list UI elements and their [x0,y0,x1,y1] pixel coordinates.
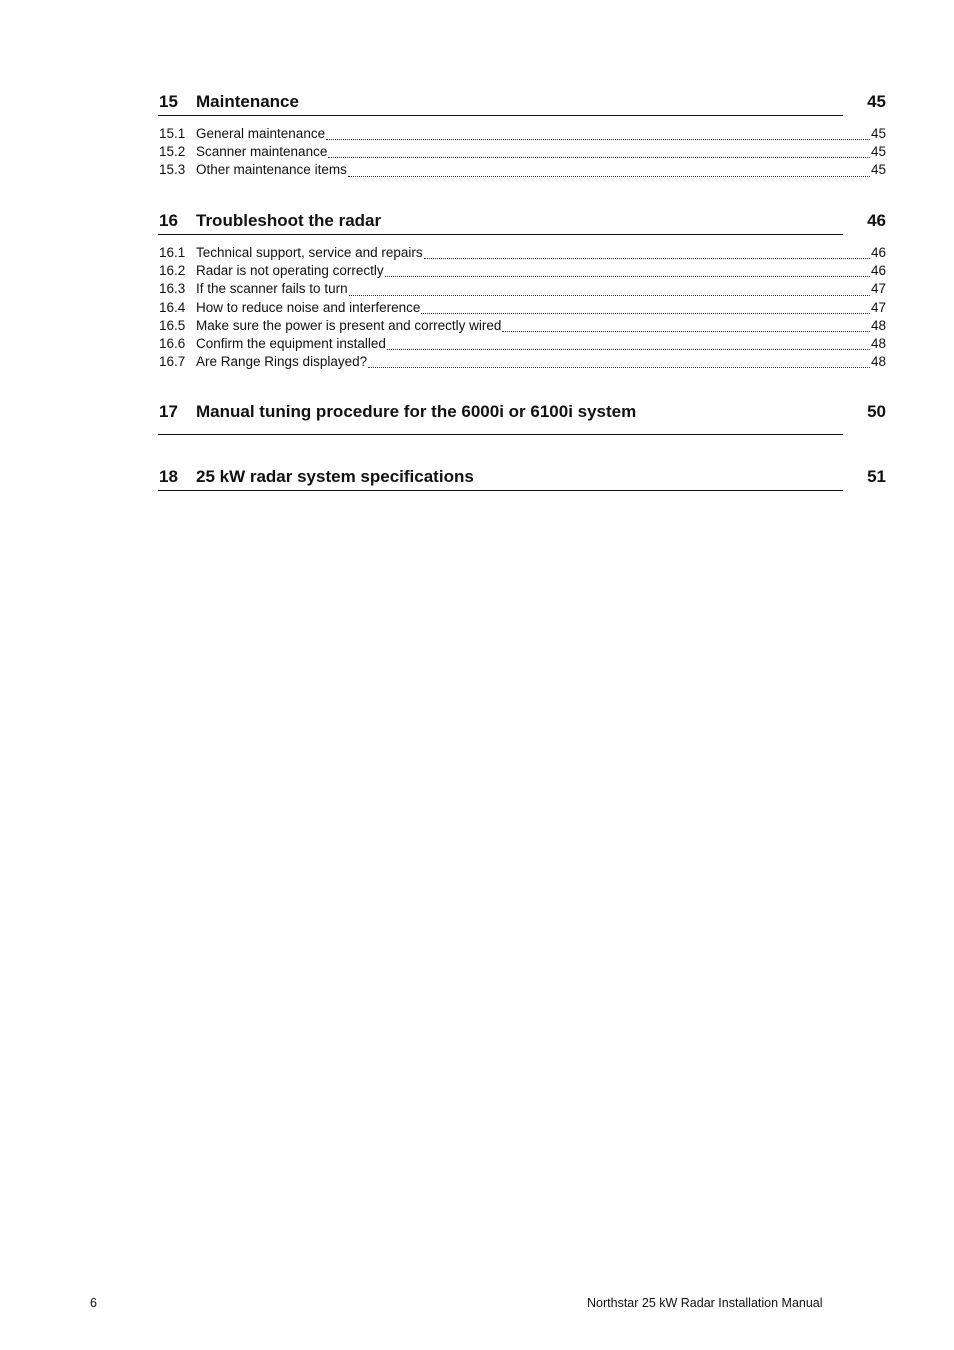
entry-title: General maintenance [196,126,326,141]
section-title: Troubleshoot the radar [196,211,382,230]
toc-section-16 [158,210,886,370]
entry-number: 16.7 [159,354,186,370]
toc-section-17 [158,401,886,423]
section-page: 46 [867,211,886,230]
dot-leader [328,157,870,158]
entry-title: How to reduce noise and interference [196,299,421,315]
entry-number: 15.1 [159,126,186,141]
toc-entry[interactable] [158,353,886,371]
section-rule [158,115,843,116]
toc-entry[interactable] [158,317,886,335]
toc-entry[interactable] [158,299,886,317]
entry-number: 15.3 [159,162,186,178]
entry-page: 47 [870,281,886,297]
entry-page: 46 [870,245,886,260]
section-page: 51 [867,467,886,486]
entry-number: 16.2 [159,263,186,279]
entry-number: 16.4 [159,299,186,315]
toc-entry[interactable] [158,244,886,262]
entry-page: 46 [870,263,886,279]
entry-page: 45 [870,162,886,178]
section-entries [158,125,886,180]
entry-number: 15.2 [159,144,186,160]
toc-entry[interactable] [158,143,886,161]
section-page: 50 [867,402,886,421]
section-number: 17 [159,402,178,421]
section-heading[interactable] [158,91,886,113]
entry-page: 48 [870,354,886,370]
entry-page: 48 [870,317,886,333]
section-heading[interactable] [158,466,886,488]
section-rule [158,434,843,435]
footer-page-number: 6 [90,1296,97,1310]
entry-title: If the scanner fails to turn [196,281,348,297]
section-title: Manual tuning procedure for the 6000i or 6100i system [196,402,637,421]
dot-leader [385,276,870,277]
section-page: 45 [867,92,886,111]
entry-number: 16.1 [159,245,186,260]
entry-title: Make sure the power is present and correctly wired [196,317,502,333]
entry-number: 16.5 [159,317,186,333]
section-number: 15 [159,92,178,111]
footer-manual-title: Northstar 25 kW Radar Installation Manual [587,1296,823,1310]
toc-section-15 [158,91,886,178]
toc-entry[interactable] [158,280,886,298]
section-title: Maintenance [196,92,299,111]
entry-title: Technical support, service and repairs [196,245,423,260]
dot-leader [424,258,870,259]
entry-number: 16.3 [159,281,186,297]
toc-section-18 [158,466,886,488]
section-rule [158,490,843,491]
toc-entry[interactable] [158,161,886,179]
entry-title: Are Range Rings displayed? [196,354,368,370]
toc-entry[interactable] [158,335,886,353]
section-title: 25 kW radar system specifications [196,467,474,486]
entry-page: 45 [870,126,886,141]
entry-page: 47 [870,299,886,315]
dot-leader [348,176,870,177]
section-heading[interactable] [158,210,886,232]
section-rule [158,234,843,235]
section-number: 18 [159,467,178,486]
entry-title: Confirm the equipment installed [196,335,386,351]
entry-page: 45 [870,144,886,160]
section-entries [158,244,886,371]
section-number: 16 [159,211,178,230]
dot-leader [326,139,870,140]
toc-entry[interactable] [158,262,886,280]
dot-leader [502,331,870,332]
entry-title: Other maintenance items [196,162,347,178]
entry-title: Scanner maintenance [196,144,328,160]
toc-entry[interactable] [158,125,886,143]
dot-leader [387,349,870,350]
entry-title: Radar is not operating correctly [196,263,384,279]
dot-leader [349,295,870,296]
entry-page: 48 [870,335,886,351]
dot-leader [421,313,870,314]
entry-number: 16.6 [159,335,186,351]
dot-leader [368,367,870,368]
section-heading[interactable] [158,401,886,423]
